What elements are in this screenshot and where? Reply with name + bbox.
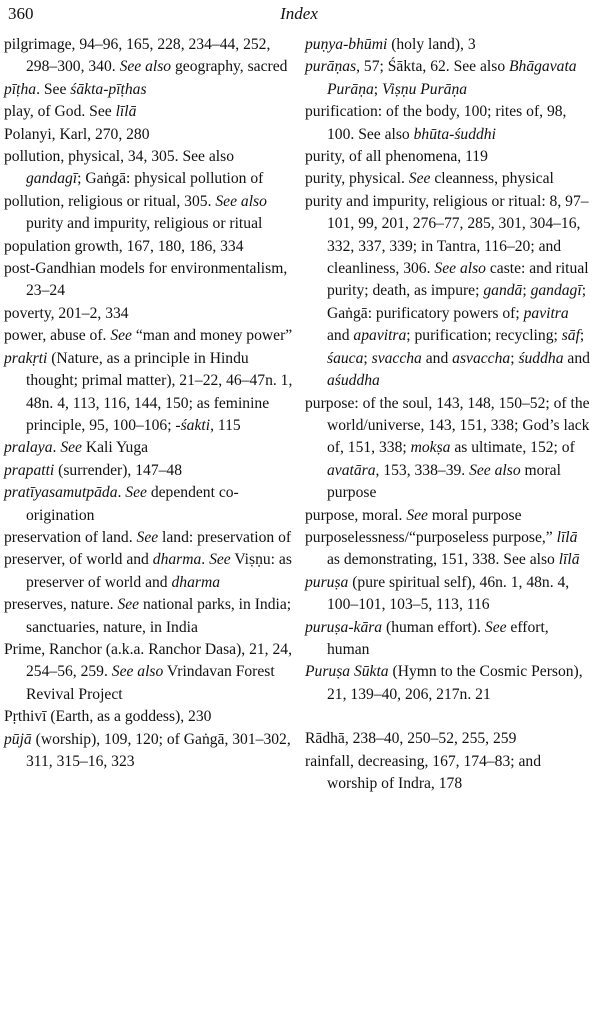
index-entry: puruṣa (pure spiritual self), 46n. 1, 48n. 4, 100–101, 103–5, 113, 116	[305, 573, 570, 614]
index-entry: pollution, physical, 34, 305. See also gandagī; Gaṅgā: physical pollution of	[4, 148, 264, 188]
index-entry: pilgrimage, 94–96, 165, 228, 234–44, 252, 298–300, 340. See also geography, sacred	[4, 36, 288, 76]
index-entry: population growth, 167, 180, 186, 334	[4, 237, 244, 255]
index-column-left	[4, 34, 293, 795]
index-entry: prapatti (surrender), 147–48	[4, 461, 183, 479]
running-head: Index	[280, 4, 318, 23]
index-entry: prakṛti (Nature, as a principle in Hindu thought; primal matter), 21–22, 46–47n. 1, 48n. 4, 113, 116, 144, 150; as feminine principle, 95, 100–106; -śakti, 115	[4, 349, 293, 434]
index-entry: preservation of land. See land: preservation of	[4, 528, 292, 546]
index-entry: purification: of the body, 100; rites of, 98, 100. See also bhūta-śuddhi	[305, 103, 567, 143]
index-columns	[4, 34, 594, 795]
index-entry: rainfall, decreasing, 167, 174–83; and worship of Indra, 178	[305, 752, 542, 792]
index-entry: pratīyasamutpāda. See dependent co-origination	[4, 484, 239, 524]
index-entry: purity, physical. See cleanness, physical	[305, 170, 554, 188]
index-entry: pīṭha. See śākta-pīṭhas	[4, 80, 147, 98]
index-entry: play, of God. See līlā	[4, 103, 137, 121]
index-entry: Puruṣa Sūkta (Hymn to the Cosmic Person), 21, 139–40, 206, 217n. 21	[305, 663, 583, 703]
index-entry: poverty, 201–2, 334	[4, 304, 129, 322]
index-entry: Prime, Ranchor (a.k.a. Ranchor Dasa), 21, 24, 254–56, 259. See also Vrindavan Forest Revival Project	[4, 640, 292, 703]
index-entry: power, abuse of. See “man and money power”	[4, 327, 293, 345]
index-entry: purpose: of the soul, 143, 148, 150–52; of the world/universe, 143, 151, 338; God’s lack of, 151, 338; mokṣa as ultimate, 152; of avatāra, 153, 338–39. See also moral purpose	[305, 394, 590, 502]
index-entry: preserver, of world and dharma. See Viṣṇu: as preserver of world and dharma	[4, 551, 292, 591]
index-entry: puṇya-bhūmi (holy land), 3	[305, 36, 476, 53]
index-entry: puruṣa-kāra (human effort). See effort, human	[305, 618, 549, 658]
index-entry: post-Gandhian models for environmentalism, 23–24	[4, 260, 288, 300]
index-entry: purity, of all phenomena, 119	[305, 148, 488, 166]
index-entry: purposelessness/“purposeless purpose,” līlā as demonstrating, 151, 338. See also līlā	[305, 528, 580, 569]
index-column-right	[305, 34, 594, 795]
index-entry: preserves, nature. See national parks, in India; sanctuaries, nature, in India	[4, 596, 292, 636]
index-entry: purāṇas, 57; Śākta, 62. See also Bhāgavata Purāṇa; Viṣṇu Purāṇa	[305, 58, 577, 98]
index-entry: pralaya. See Kali Yuga	[4, 439, 149, 457]
index-entry: Rādhā, 238–40, 250–52, 255, 259	[305, 730, 517, 748]
index-entry: Pṛthivī (Earth, as a goddess), 230	[4, 708, 212, 726]
index-entry: Polanyi, Karl, 270, 280	[4, 125, 150, 143]
page-number: 360	[8, 4, 34, 23]
index-entry: pollution, religious or ritual, 305. See also purity and impurity, religious or ritual	[4, 192, 267, 233]
index-entry: purpose, moral. See moral purpose	[305, 506, 522, 524]
index-entry: pūjā (worship), 109, 120; of Gaṅgā, 301–302, 311, 315–16, 323	[4, 730, 291, 770]
page-header	[4, 0, 594, 34]
index-entry: purity and impurity, religious or ritual: 8, 97–101, 99, 201, 276–77, 285, 301, 304–16, 332, 337, 339; in Tantra, 116–20; and cleanliness, 306. See also caste: and ritual purity; death, as impure; gandā; gandagī; Gaṅgā: purificatory powers of; pavitra and apavitra; purification; recycling; sāf; śauca; svaccha and asvaccha; śuddha and aśuddha	[305, 192, 590, 390]
